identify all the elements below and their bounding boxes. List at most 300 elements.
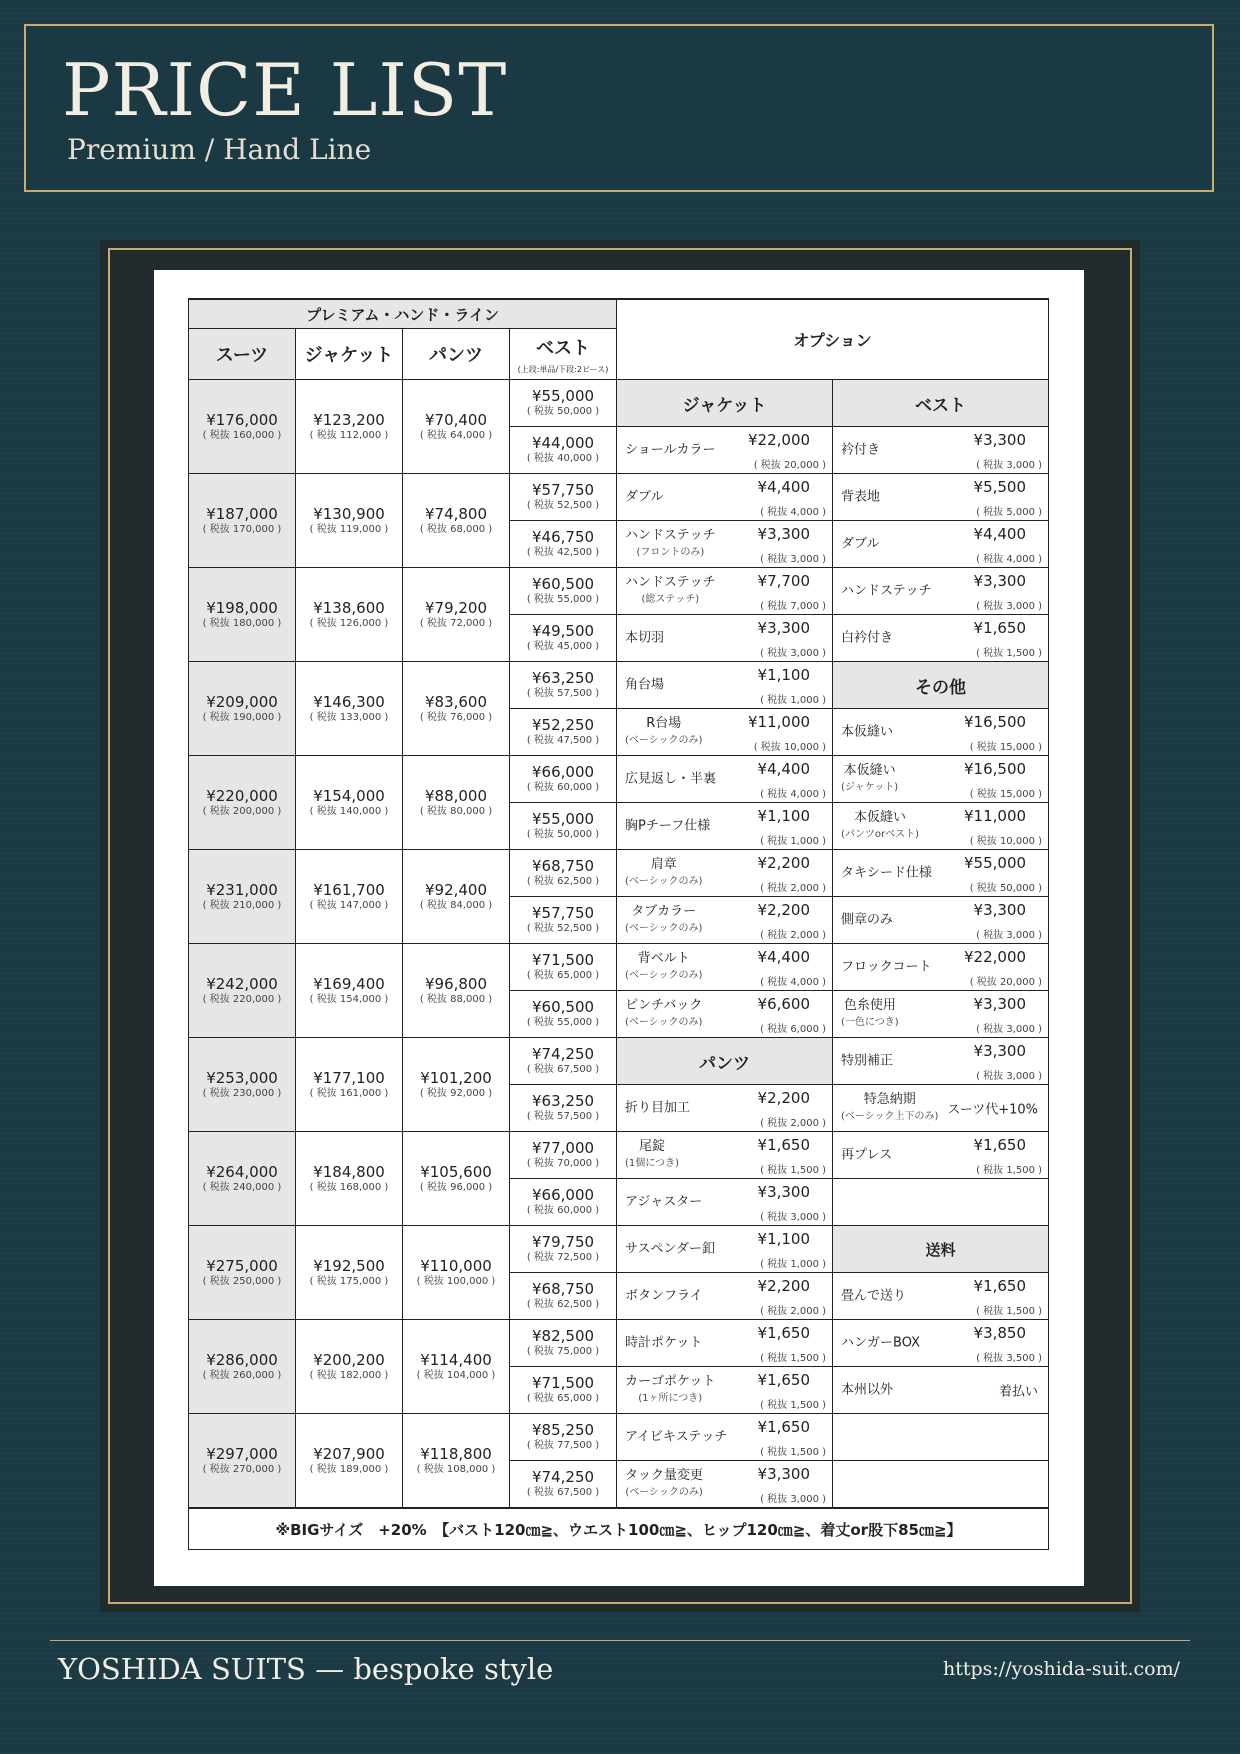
option-left-item-name: [625, 1335, 702, 1352]
option-left-item-price: ¥3,300: [757, 1183, 811, 1201]
option-left-item-note: (総ステッチ): [641, 594, 700, 605]
vest-price: ¥55,000: [532, 387, 595, 405]
option-right-item-price: ¥3,300: [973, 901, 1027, 919]
vest-price: ¥49,500: [532, 622, 595, 640]
option-right-item-name: [841, 1335, 920, 1352]
option-left-item: [617, 1226, 833, 1273]
option-left-item-note: (ベーシックのみ): [625, 1487, 703, 1498]
option-left-item-label: 角台場: [625, 677, 665, 693]
option-right-item-tax: ( 税抜 20,000 ): [969, 977, 1043, 988]
option-left-item-name: [625, 1100, 690, 1117]
option-left-item: [617, 427, 833, 474]
option-left-item-tax: ( 税抜 2,000 ): [760, 1306, 827, 1317]
suit-price-cell-price: ¥297,000: [206, 1444, 278, 1463]
option-left-item-tax: ( 税抜 3,000 ): [760, 1494, 827, 1505]
vest-price: ¥68,750: [532, 1280, 595, 1298]
option-left-item-tax: ( 税抜 1,500 ): [760, 1353, 827, 1364]
section-pants: パンツ: [617, 1038, 833, 1085]
table-row: [189, 850, 1049, 897]
option-right-item-price: ¥3,300: [973, 1042, 1027, 1060]
option-left-item-name: [625, 1429, 727, 1446]
pants-price-cell-tax: ( 税抜 96,000 ): [419, 1181, 493, 1193]
option-left-item: [617, 803, 833, 850]
big-size-footnote: ※BIGサイズ +20% 【バスト120㎝≧、ウエスト100㎝≧、ヒップ120㎝≧、着丈or股下85㎝≧】: [189, 1508, 1049, 1550]
option-right-item-label: ダブル: [841, 536, 880, 552]
option-right-item-label: 本仮縫い: [841, 724, 894, 740]
option-left-item-name: [625, 1467, 703, 1501]
option-left-item-name: [625, 489, 663, 506]
suit-price-cell-tax: ( 税抜 210,000 ): [202, 899, 282, 911]
pants-price-cell: [403, 1038, 510, 1132]
option-right-item-price: ¥3,300: [973, 995, 1027, 1013]
option-right-item-price: ¥11,000: [964, 807, 1027, 825]
option-right-item-note: (パンツorベスト): [841, 829, 920, 840]
option-left-item-label: 時計ポケット: [625, 1335, 703, 1351]
vest-price-cell: [510, 474, 617, 521]
jacket-price-cell: [296, 756, 403, 850]
option-left-item-label: ボタンフライ: [625, 1288, 703, 1304]
option-right-item-tax: ( 税抜 3,000 ): [976, 601, 1043, 612]
option-left-item: [617, 897, 833, 944]
option-left-item-tax: ( 税抜 1,500 ): [760, 1447, 827, 1458]
vest-price: ¥57,750: [532, 481, 595, 499]
vest-tax: ( 税抜 62,500 ): [526, 1299, 600, 1310]
section-other: その他: [833, 662, 1049, 709]
vest-price-cell: [510, 850, 617, 897]
pants-price-cell: [403, 474, 510, 568]
option-left-item-tax: ( 税抜 10,000 ): [753, 742, 827, 753]
suit-price-cell-price: ¥286,000: [206, 1350, 278, 1369]
option-right-item-name: [841, 489, 880, 506]
vest-price: ¥74,250: [532, 1468, 595, 1486]
option-left-item: [617, 944, 833, 991]
jacket-price-cell-tax: ( 税抜 189,000 ): [309, 1463, 389, 1475]
option-left-item-tax: ( 税抜 3,000 ): [760, 648, 827, 659]
option-right-item-label: 側章のみ: [841, 912, 894, 928]
jacket-price-cell-tax: ( 税抜 182,000 ): [309, 1369, 389, 1381]
pants-price-cell: [403, 1320, 510, 1414]
option-right-item-tax: ( 税抜 3,000 ): [976, 1071, 1043, 1082]
vest-tax: ( 税抜 67,500 ): [526, 1064, 600, 1075]
option-right-item: [833, 427, 1049, 474]
jacket-price-cell: [296, 850, 403, 944]
option-left-item-price: ¥1,100: [757, 666, 811, 684]
jacket-price-cell-price: ¥177,100: [313, 1068, 385, 1087]
option-left-item-label: アジャスター: [625, 1194, 703, 1210]
option-right-item-name: [841, 1147, 892, 1164]
option-right-item-name: [841, 865, 932, 882]
vest-tax: ( 税抜 50,000 ): [526, 829, 600, 840]
option-right-item-label: 本仮縫い: [843, 763, 896, 778]
option-left-item-label: ピンチバック: [625, 998, 703, 1013]
vest-price-cell: [510, 427, 617, 474]
option-left-item-label: 尾錠: [639, 1139, 666, 1154]
option-right-item-name: [841, 630, 893, 647]
option-left-item-note: (ベーシックのみ): [625, 923, 703, 934]
option-left-item-tax: ( 税抜 2,000 ): [760, 930, 827, 941]
vest-price: ¥85,250: [532, 1421, 595, 1439]
pants-price-cell: [403, 568, 510, 662]
option-left-item-name: [625, 715, 702, 749]
table-row: [189, 662, 1049, 709]
option-right-item-tax: ( 税抜 1,500 ): [976, 1165, 1043, 1176]
option-left-item: [617, 1132, 833, 1179]
price-sheet: [154, 270, 1084, 1586]
vest-price: ¥77,000: [532, 1139, 595, 1157]
vest-tax: ( 税抜 45,000 ): [526, 641, 600, 652]
page-title: PRICE LIST: [62, 48, 508, 132]
option-left-item-note: (ベーシックのみ): [625, 735, 703, 746]
option-left-item-price: ¥1,650: [757, 1418, 811, 1436]
pants-price-cell-price: ¥110,000: [420, 1256, 492, 1275]
option-left-item-price: ¥3,300: [757, 1465, 811, 1483]
option-right-item-note: (ジャケット): [841, 782, 899, 793]
pants-price-cell-price: ¥83,600: [424, 692, 488, 711]
option-left-item-label: 胸Pチーフ仕様: [625, 818, 711, 834]
jacket-price-cell: [296, 1414, 403, 1509]
option-right-item: [833, 756, 1049, 803]
vest-price: ¥44,000: [532, 434, 595, 452]
table-row: [189, 1038, 1049, 1085]
option-right-item: [833, 1320, 1049, 1367]
option-right-item-label: 本仮縫い: [854, 810, 907, 825]
vest-tax: ( 税抜 65,000 ): [526, 1393, 600, 1404]
suit-price-cell-price: ¥176,000: [206, 410, 278, 429]
vest-price: ¥66,000: [532, 763, 595, 781]
table-row: [189, 380, 1049, 427]
option-left-item-tax: ( 税抜 6,000 ): [760, 1024, 827, 1035]
option-left-item-price: ¥1,100: [757, 807, 811, 825]
option-left-item-name: [625, 1288, 703, 1305]
col-header-vest-note: (上段:単品/下段:2ピース): [517, 364, 609, 374]
option-left-item: [617, 850, 833, 897]
pants-price-cell-tax: ( 税抜 84,000 ): [419, 899, 493, 911]
option-left-item-label: タブカラー: [631, 904, 697, 919]
option-right-item: [833, 521, 1049, 568]
vest-price: ¥63,250: [532, 1092, 595, 1110]
vest-price: ¥46,750: [532, 528, 595, 546]
vest-price-cell: [510, 991, 617, 1038]
line-title: プレミアム・ハンド・ライン: [189, 299, 617, 329]
option-right-item-label: タキシード仕様: [841, 865, 932, 881]
option-right-item: [833, 803, 1049, 850]
suit-price-cell: [189, 944, 296, 1038]
option-right-item-value: スーツ代+10%: [947, 1102, 1039, 1118]
option-right-item-note: (一色につき): [841, 1017, 899, 1028]
option-right-item-label: 白衿付き: [841, 630, 894, 646]
suit-price-cell-tax: ( 税抜 190,000 ): [202, 711, 282, 723]
vest-price: ¥74,250: [532, 1045, 595, 1063]
option-right-item-price: ¥4,400: [973, 525, 1027, 543]
vest-tax: ( 税抜 57,500 ): [526, 1111, 600, 1122]
jacket-price-cell-price: ¥192,500: [313, 1256, 385, 1275]
option-left-item-price: ¥7,700: [757, 572, 811, 590]
vest-price-cell: [510, 662, 617, 709]
option-right-item-tax: ( 税抜 10,000 ): [969, 836, 1043, 847]
jacket-price-cell: [296, 1038, 403, 1132]
option-right-item: [833, 1414, 1049, 1461]
vest-tax: ( 税抜 55,000 ): [526, 1017, 600, 1028]
table-row: [189, 1132, 1049, 1179]
option-right-item-name: [841, 1288, 906, 1305]
option-left-item-tax: ( 税抜 7,000 ): [760, 601, 827, 612]
vest-price-cell: [510, 803, 617, 850]
option-left-item-label: ハンドステッチ: [625, 575, 716, 590]
option-left-item-name: [625, 677, 664, 694]
header-panel: [24, 24, 1214, 192]
price-table: [188, 298, 1049, 1550]
option-left-item-price: ¥2,200: [757, 1089, 811, 1107]
vest-price: ¥66,000: [532, 1186, 595, 1204]
vest-tax: ( 税抜 50,000 ): [526, 406, 600, 417]
option-right-item-tax: ( 税抜 3,500 ): [976, 1353, 1043, 1364]
option-left-item-label: サスペンダー釦: [625, 1241, 715, 1257]
option-right-item-tax: ( 税抜 4,000 ): [976, 554, 1043, 565]
option-right-item-tax: ( 税抜 15,000 ): [969, 789, 1043, 800]
option-right-item-name: [841, 1091, 938, 1125]
page-subtitle: Premium / Hand Line: [67, 133, 372, 166]
col-header-vest: [510, 329, 617, 380]
option-right-item: [833, 474, 1049, 521]
pants-price-cell-price: ¥118,800: [420, 1444, 492, 1463]
suit-price-cell: [189, 474, 296, 568]
option-left-item-price: ¥2,200: [757, 1277, 811, 1295]
option-right-item-price: ¥16,500: [964, 713, 1027, 731]
option-right-item-name: [841, 912, 893, 929]
suit-price-cell-tax: ( 税抜 200,000 ): [202, 805, 282, 817]
option-right-item-tax: ( 税抜 3,000 ): [976, 1024, 1043, 1035]
vest-tax: ( 税抜 70,000 ): [526, 1158, 600, 1169]
option-title: オプション: [617, 299, 1049, 380]
pants-price-cell: [403, 662, 510, 756]
jacket-price-cell-tax: ( 税抜 140,000 ): [309, 805, 389, 817]
option-left-item-label: タック量変更: [625, 1468, 704, 1483]
suit-price-cell: [189, 1414, 296, 1509]
option-right-item-label: 特急納期: [863, 1092, 916, 1107]
suit-price-cell-price: ¥275,000: [206, 1256, 278, 1275]
option-right-item-name: [841, 442, 880, 459]
option-left-item-note: (ベーシックのみ): [625, 1017, 703, 1028]
option-left-item-name: [625, 442, 715, 459]
jacket-price-cell-price: ¥207,900: [313, 1444, 385, 1463]
pants-price-cell: [403, 850, 510, 944]
option-left-item: [617, 1461, 833, 1509]
option-left-item-note: (ベーシックのみ): [625, 876, 703, 887]
option-right-item-label: 再プレス: [841, 1147, 893, 1163]
option-left-item: [617, 1414, 833, 1461]
option-left-item-name: [625, 630, 664, 647]
pants-price-cell: [403, 1414, 510, 1509]
option-right-item-tax: ( 税抜 50,000 ): [969, 883, 1043, 894]
suit-price-cell-price: ¥220,000: [206, 786, 278, 805]
option-left-item-tax: ( 税抜 3,000 ): [760, 1212, 827, 1223]
option-left-item-tax: ( 税抜 4,000 ): [760, 507, 827, 518]
vest-tax: ( 税抜 77,500 ): [526, 1440, 600, 1451]
table-row: [189, 1414, 1049, 1461]
vest-tax: ( 税抜 72,500 ): [526, 1252, 600, 1263]
suit-price-cell-price: ¥231,000: [206, 880, 278, 899]
option-right-item-name: [841, 762, 898, 796]
section-jacket: ジャケット: [617, 380, 833, 427]
suit-price-cell-price: ¥264,000: [206, 1162, 278, 1181]
jacket-price-cell-price: ¥146,300: [313, 692, 385, 711]
option-right-item-label: 衿付き: [841, 442, 881, 458]
pants-price-cell-tax: ( 税抜 68,000 ): [419, 523, 493, 535]
jacket-price-cell: [296, 474, 403, 568]
option-right-item-price: ¥1,650: [973, 1277, 1027, 1295]
option-left-item-name: [625, 1373, 715, 1407]
option-left-item-note: (1個につき): [625, 1158, 679, 1169]
jacket-price-cell: [296, 568, 403, 662]
option-left-item-name: [625, 818, 710, 835]
vest-price-cell: [510, 1320, 617, 1367]
option-left-item-price: ¥11,000: [748, 713, 811, 731]
jacket-price-cell-price: ¥123,200: [313, 410, 385, 429]
option-left-item-name: [625, 950, 702, 984]
pants-price-cell-price: ¥92,400: [424, 880, 488, 899]
vest-price-cell: [510, 1038, 617, 1085]
vest-tax: ( 税抜 75,000 ): [526, 1346, 600, 1357]
pants-price-cell: [403, 944, 510, 1038]
option-right-item-price: ¥1,650: [973, 619, 1027, 637]
table-row: [189, 944, 1049, 991]
option-right-item-name: [841, 1382, 893, 1399]
option-left-item-price: ¥4,400: [757, 948, 811, 966]
pants-price-cell: [403, 380, 510, 474]
pants-price-cell-tax: ( 税抜 88,000 ): [419, 993, 493, 1005]
vest-price: ¥68,750: [532, 857, 595, 875]
vest-price-cell: [510, 521, 617, 568]
option-right-item: [833, 1461, 1049, 1509]
jacket-price-cell-price: ¥138,600: [313, 598, 385, 617]
pants-price-cell: [403, 1132, 510, 1226]
suit-price-cell: [189, 1132, 296, 1226]
option-left-item: [617, 662, 833, 709]
vest-price-cell: [510, 1179, 617, 1226]
vest-tax: ( 税抜 62,500 ): [526, 876, 600, 887]
option-right-item: [833, 850, 1049, 897]
pants-price-cell-tax: ( 税抜 100,000 ): [416, 1275, 496, 1287]
table-row: [189, 756, 1049, 803]
option-left-item: [617, 756, 833, 803]
option-left-item-price: ¥1,650: [757, 1324, 811, 1342]
option-right-item-tax: ( 税抜 3,000 ): [976, 930, 1043, 941]
option-right-item-price: ¥55,000: [964, 854, 1027, 872]
option-right-item-tax: ( 税抜 5,000 ): [976, 507, 1043, 518]
jacket-price-cell-tax: ( 税抜 112,000 ): [309, 429, 389, 441]
vest-price: ¥79,750: [532, 1233, 595, 1251]
vest-price-cell: [510, 944, 617, 991]
option-left-item: [617, 474, 833, 521]
suit-price-cell: [189, 568, 296, 662]
table-row: [189, 568, 1049, 615]
suit-price-cell-tax: ( 税抜 170,000 ): [202, 523, 282, 535]
option-left-item-price: ¥2,200: [757, 901, 811, 919]
vest-price: ¥71,500: [532, 951, 595, 969]
option-right-item: [833, 944, 1049, 991]
option-left-item: [617, 709, 833, 756]
suit-price-cell: [189, 1226, 296, 1320]
option-left-item-tax: ( 税抜 3,000 ): [760, 554, 827, 565]
option-right-item-value: 着払い: [999, 1384, 1039, 1400]
vest-tax: ( 税抜 67,500 ): [526, 1487, 600, 1498]
pants-price-cell: [403, 756, 510, 850]
vest-price: ¥55,000: [532, 810, 595, 828]
suit-price-cell-price: ¥242,000: [206, 974, 278, 993]
vest-tax: ( 税抜 60,000 ): [526, 782, 600, 793]
option-right-item-name: [841, 724, 893, 741]
jacket-price-cell: [296, 1320, 403, 1414]
option-left-item-name: [625, 1138, 679, 1172]
vest-price: ¥60,500: [532, 998, 595, 1016]
option-right-item-label: フロックコート: [841, 959, 932, 975]
jacket-price-cell-price: ¥169,400: [313, 974, 385, 993]
table-row: [189, 1320, 1049, 1367]
option-left-item-price: ¥1,650: [757, 1371, 811, 1389]
option-left-item-label: 本切羽: [625, 630, 665, 646]
option-right-item-name: [841, 997, 899, 1031]
jacket-price-cell-price: ¥200,200: [313, 1350, 385, 1369]
option-left-item: [617, 1179, 833, 1226]
option-left-item-label: R台場: [646, 716, 682, 731]
option-right-item: [833, 1085, 1049, 1132]
vest-price-cell: [510, 568, 617, 615]
vest-price-cell: [510, 1414, 617, 1461]
option-left-item-name: [625, 997, 702, 1031]
vest-tax: ( 税抜 42,500 ): [526, 547, 600, 558]
option-left-item-name: [625, 771, 716, 788]
suit-price-cell-tax: ( 税抜 160,000 ): [202, 429, 282, 441]
jacket-price-cell-tax: ( 税抜 147,000 ): [309, 899, 389, 911]
vest-price-cell: [510, 709, 617, 756]
option-left-item-label: ショールカラー: [625, 442, 716, 458]
option-right-item-name: [841, 583, 932, 600]
footer-divider: [50, 1640, 1190, 1641]
vest-tax: ( 税抜 52,500 ): [526, 923, 600, 934]
option-right-item: [833, 709, 1049, 756]
vest-price: ¥82,500: [532, 1327, 595, 1345]
vest-price-cell: [510, 756, 617, 803]
col-header-pants: パンツ: [403, 329, 510, 380]
pants-price-cell-price: ¥70,400: [424, 410, 488, 429]
vest-tax: ( 税抜 40,000 ): [526, 453, 600, 464]
option-right-item-name: [841, 1053, 893, 1070]
option-left-item: [617, 1085, 833, 1132]
suit-price-cell-tax: ( 税抜 180,000 ): [202, 617, 282, 629]
option-right-item-price: ¥3,300: [973, 572, 1027, 590]
vest-price: ¥57,750: [532, 904, 595, 922]
section-vest: ベスト: [833, 380, 1049, 427]
option-right-item-price: ¥22,000: [964, 948, 1027, 966]
option-left-item: [617, 1273, 833, 1320]
vest-price-cell: [510, 1132, 617, 1179]
option-left-item: [617, 521, 833, 568]
pants-price-cell-price: ¥96,800: [424, 974, 488, 993]
option-right-item: [833, 1273, 1049, 1320]
option-left-item-price: ¥4,400: [757, 760, 811, 778]
suit-price-cell: [189, 850, 296, 944]
footer-url[interactable]: https://yoshida-suit.com/: [942, 1658, 1180, 1680]
option-right-item-note: (ベーシック上下のみ): [841, 1111, 939, 1122]
jacket-price-cell-price: ¥154,000: [313, 786, 385, 805]
option-left-item-note: (1ヶ所につき): [638, 1393, 703, 1404]
option-right-item-label: 背表地: [841, 489, 881, 505]
option-right-item: [833, 1367, 1049, 1414]
pants-price-cell-tax: ( 税抜 104,000 ): [416, 1369, 496, 1381]
vest-price-cell: [510, 1226, 617, 1273]
jacket-price-cell-price: ¥130,900: [313, 504, 385, 523]
footer-brand: YOSHIDA SUITS — bespoke style: [58, 1652, 554, 1686]
